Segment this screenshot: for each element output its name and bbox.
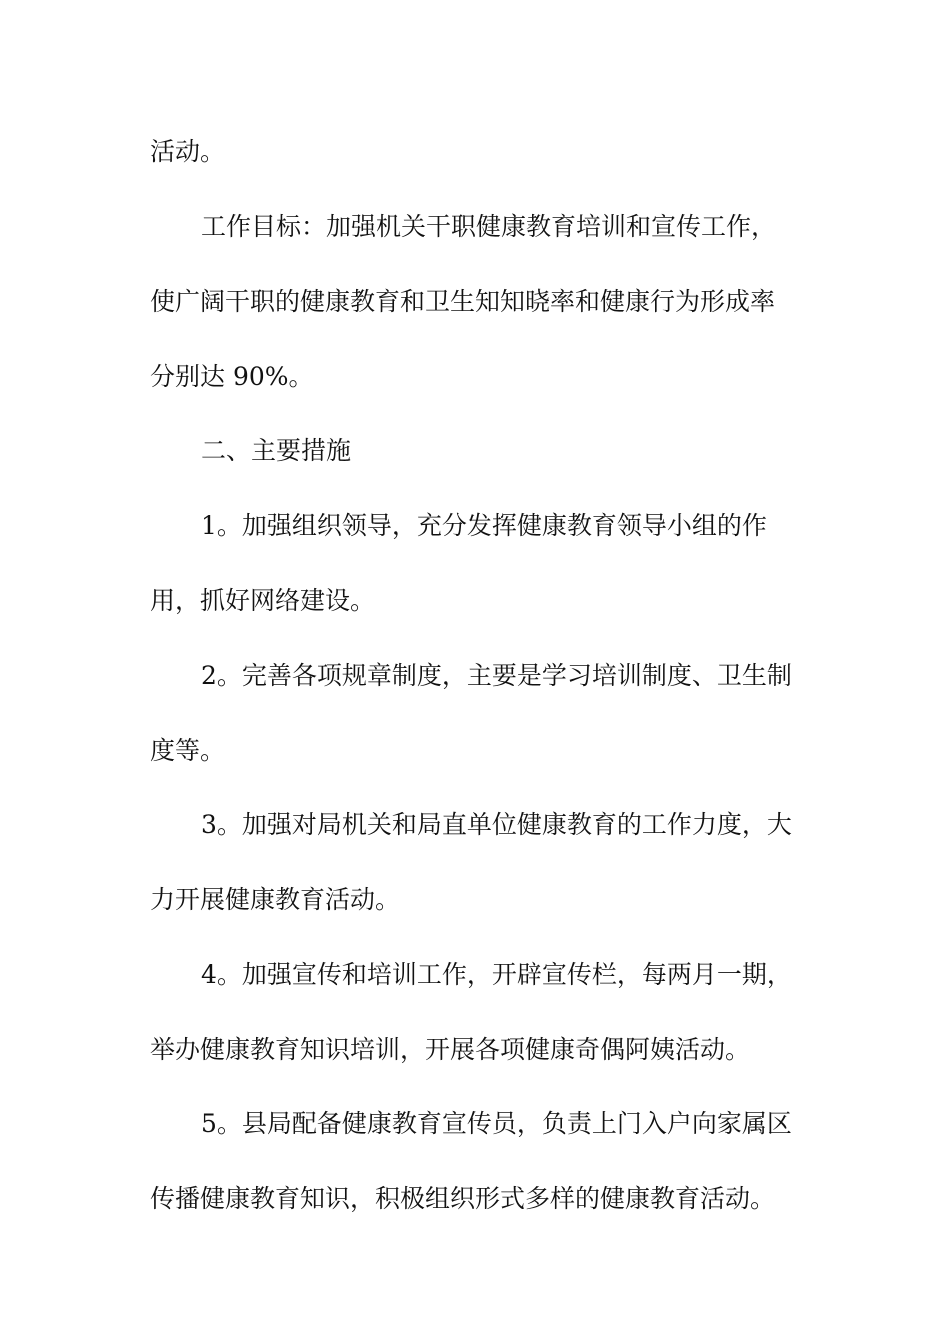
paragraph-line: 2。完善各项规章制度，主要是学习培训制度、卫生制: [201, 661, 792, 690]
paragraph-line: 传播健康教育知识，积极组织形式多样的健康教育活动。: [150, 1184, 776, 1213]
paragraph-line: 力开展健康教育活动。: [150, 885, 401, 914]
paragraph-line: 工作目标：加强机关干职健康教育培训和宣传工作，: [201, 212, 777, 241]
paragraph-line: 4。加强宣传和培训工作，开辟宣传栏，每两月一期，: [201, 960, 792, 989]
paragraph-line: 度等。: [150, 736, 226, 765]
section-heading: 二、主要措施: [201, 436, 352, 465]
paragraph-line: 使广阔干职的健康教育和卫生知知晓率和健康行为形成率: [150, 287, 776, 316]
paragraph-line: 用，抓好网络建设。: [150, 586, 376, 615]
paragraph-line: 活动。: [150, 137, 226, 166]
paragraph-line: 5。县局配备健康教育宣传员，负责上门入户向家属区: [201, 1109, 792, 1138]
paragraph-line: 举办健康教育知识培训，开展各项健康奇偶阿姨活动。: [150, 1035, 751, 1064]
paragraph-line: 1。加强组织领导，充分发挥健康教育领导小组的作: [201, 511, 767, 540]
paragraph-line: 分别达 90%。: [150, 362, 314, 391]
paragraph-line: 3。加强对局机关和局直单位健康教育的工作力度，大: [201, 810, 792, 839]
